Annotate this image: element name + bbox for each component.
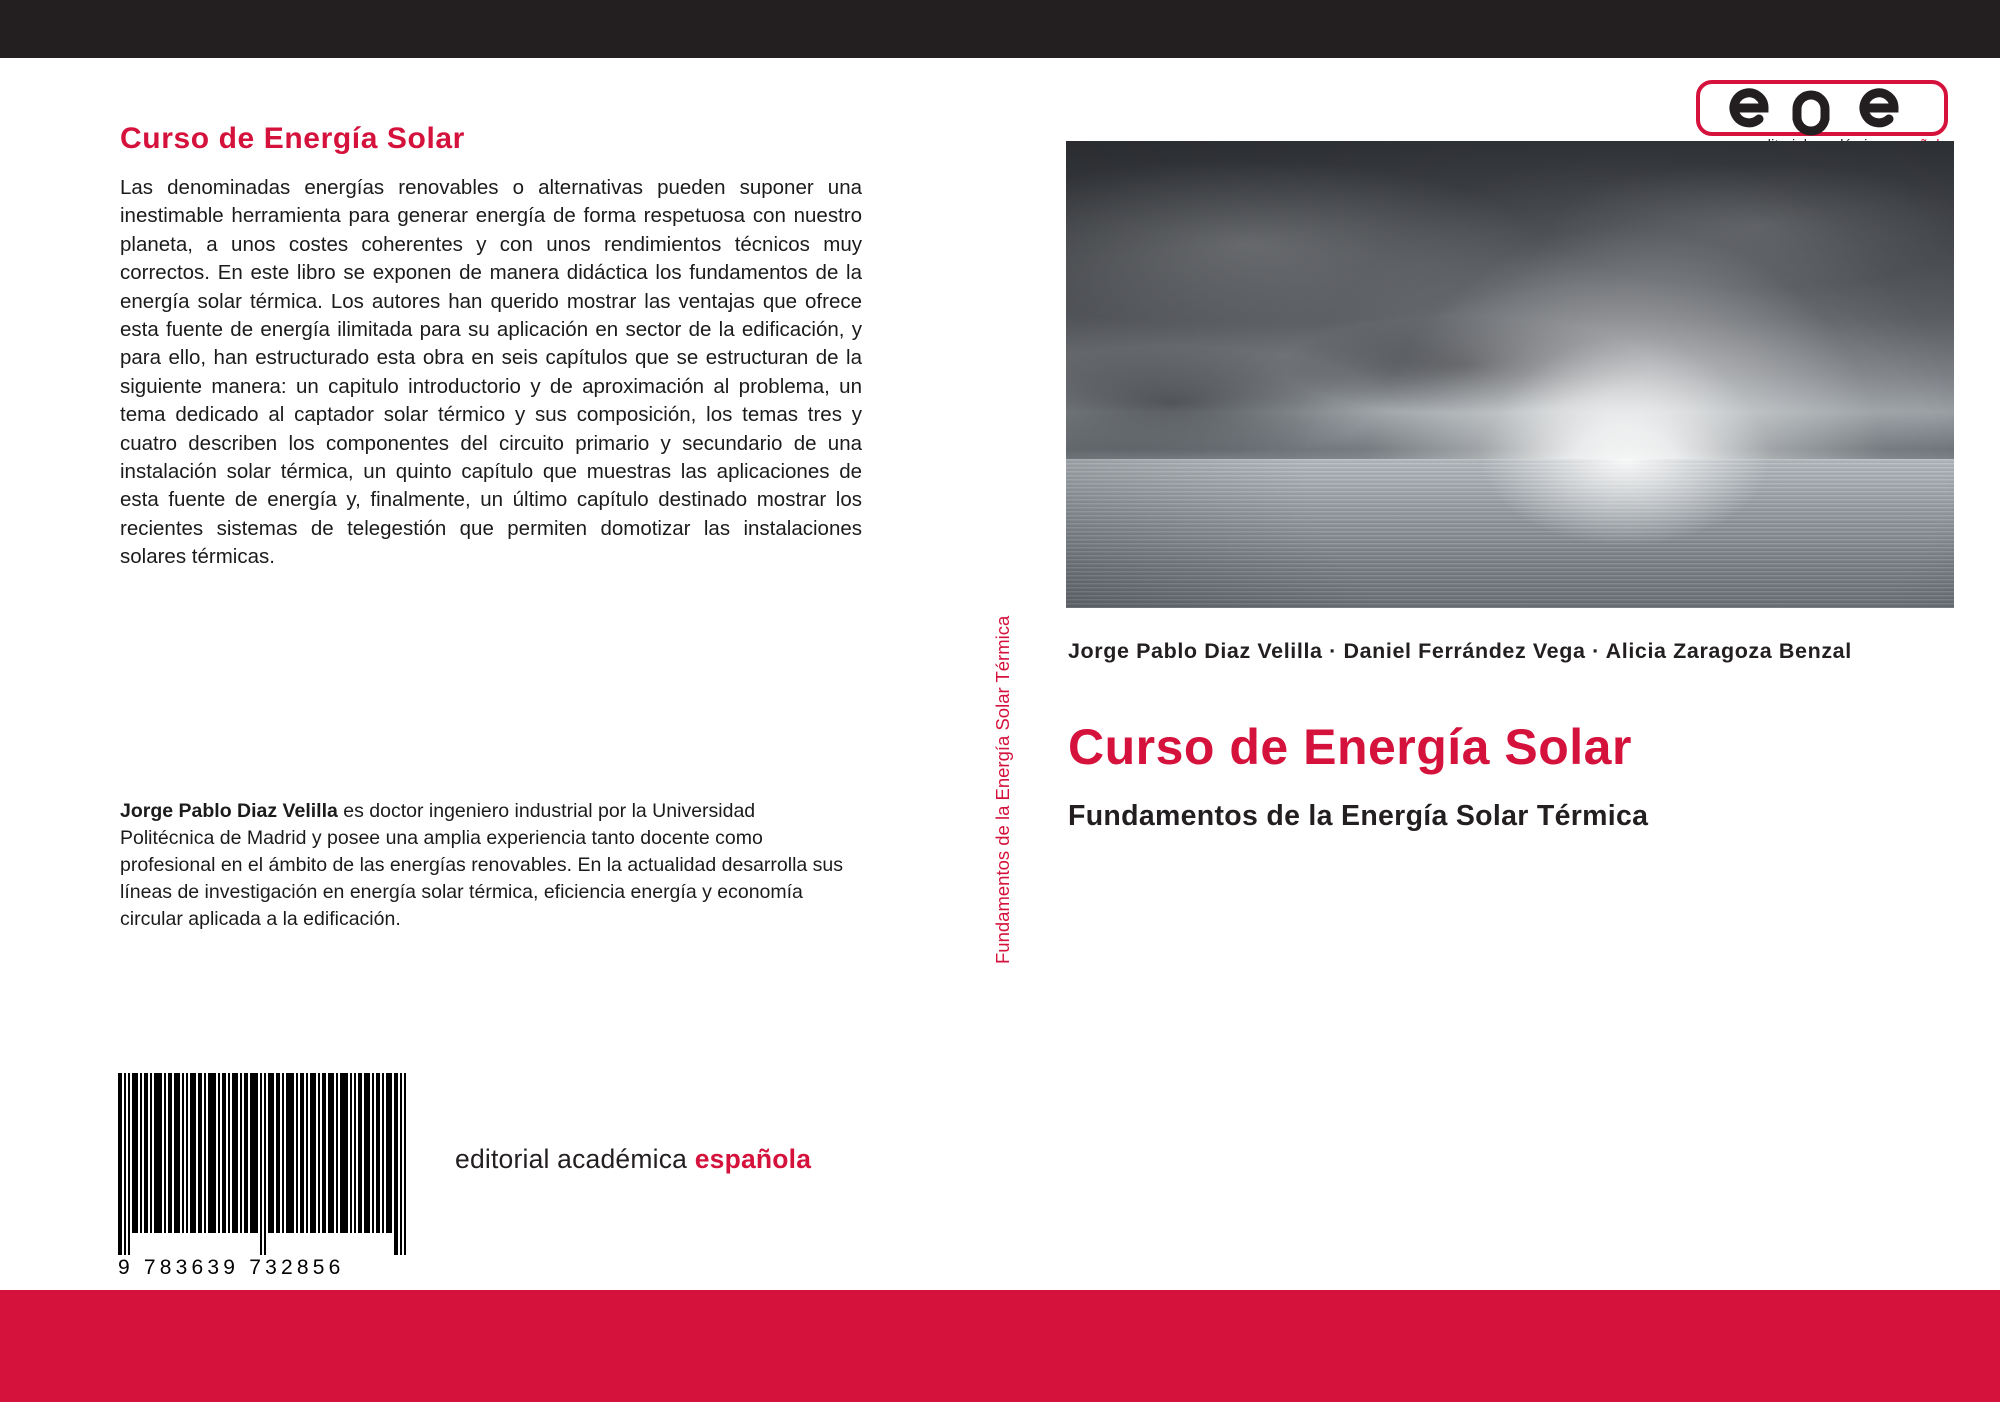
barcode-block xyxy=(118,1073,438,1303)
spine-title: Fundamentos de la Energía Solar Térmica xyxy=(992,615,1013,964)
eae-logo-icon xyxy=(1696,80,1948,136)
spine-panel xyxy=(958,58,1046,1290)
back-publisher-red: española xyxy=(694,1144,812,1174)
cover-photo xyxy=(1066,141,1954,608)
author-bio-text: es doctor ingeniero industrial por la Universidad Politécnica de Madrid y posee una amplia experiencia tanto docente como profesional en el ámbito de las energías renovables. En la actualidad desarrolla sus líneas de investigación en energía solar térmica, eficiencia energía y economía circular aplicada a la edificación. xyxy=(120,800,844,930)
author-bio-name: Jorge Pablo Diaz Velilla xyxy=(120,800,338,822)
front-cover-title: Curso de Energía Solar xyxy=(1068,719,1632,775)
isbn-digits: 9 783639 732856 xyxy=(118,1256,345,1279)
back-cover-blurb: Las denominadas energías renovables o alternativas pueden suponer una inestimable herramienta para generar energía de forma respetuosa con nuestro planeta, a unos costes coherentes y con unos rendimientos técnicos muy correctos. En este libro se exponen de manera didáctica los fundamentos de la energía solar térmica. Los autores han querido mostrar las ventajas que ofrece esta fuente de energía ilimitada para su aplicación en sector de la edificación, y para ello, han estructurado esta obra en seis capítulos que se estructuran de la siguiente manera: un capitulo introductorio y de aproximación al problema, un tema dedicado al captador solar térmico y sus composición, los temas tres y cuatro describen los componentes del circuito primario y secundario de una instalación solar térmica, un quinto capítulo que muestras las aplicaciones de esta fuente de energía y, finalmente, un último capítulo destinado mostrar los recientes sistemas de telegestión que permiten domotizar las instalaciones solares térmicas. xyxy=(120,176,862,569)
bottom-band xyxy=(0,1290,2000,1402)
back-cover-panel xyxy=(0,58,958,1290)
author-bio xyxy=(120,798,850,933)
front-cover-subtitle: Fundamentos de la Energía Solar Térmica xyxy=(1068,800,1649,832)
barcode-icon xyxy=(118,1073,436,1255)
back-publisher-dark: editorial académica xyxy=(455,1144,695,1174)
front-cover-authors: Jorge Pablo Diaz Velilla · Daniel Ferrández Vega · Alicia Zaragoza Benzal xyxy=(1068,639,1852,663)
back-publisher-line xyxy=(455,1144,811,1175)
back-cover-title: Curso de Energía Solar xyxy=(120,122,465,155)
cover-photo-vignette xyxy=(1066,141,1954,608)
front-cover-panel xyxy=(1046,58,2000,1290)
